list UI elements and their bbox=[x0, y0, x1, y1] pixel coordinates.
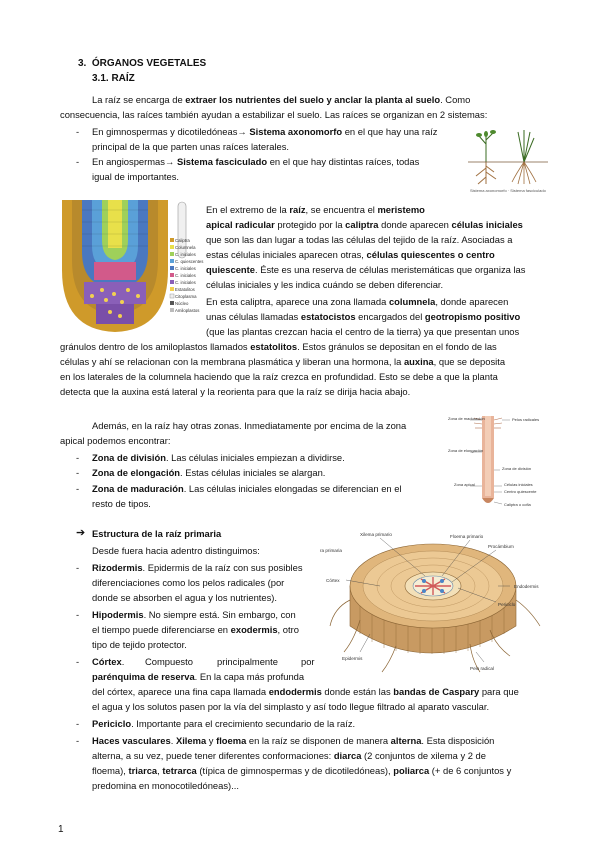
zone-bold: Zona de elongación bbox=[92, 467, 181, 478]
legend-iniciales-2: C. iniciales bbox=[175, 266, 196, 271]
legend-caliptra: Caliptra bbox=[175, 238, 190, 243]
system-text: igual de importantes. bbox=[92, 171, 180, 182]
legend-iniciales: C. iniciales bbox=[175, 252, 196, 257]
label-procambium: Procámbium bbox=[488, 544, 514, 549]
structure-text: tipo de tejido protector. bbox=[92, 639, 187, 650]
zone-item-2 bbox=[92, 465, 432, 480]
bullet-dash: - bbox=[76, 735, 80, 746]
meristem-line-3: que son las dan lugar a todas las células del tejido de la raíz. Asociadas a bbox=[206, 234, 513, 245]
structure-text: . En la capa más profunda bbox=[194, 671, 305, 682]
structure-text: principalmente bbox=[217, 656, 278, 667]
meristem-line-5 bbox=[206, 262, 544, 277]
structure-bold: parénquima de reserva bbox=[92, 671, 195, 682]
system-text: principal de la que parten unas raíces laterales. bbox=[92, 141, 289, 152]
structure-text: (típica de gimnospermas y de dicotiledóneas), bbox=[196, 765, 394, 776]
structure-bold: tetrarca bbox=[162, 765, 197, 776]
system-bold: Sistema axonomorfo bbox=[249, 126, 343, 137]
meristem-line-7 bbox=[206, 294, 544, 309]
intro-line-2: consecuencia, las raíces también ayudan a estabilizar el suelo. Las raíces se organizan en 2 sistemas: bbox=[60, 109, 488, 120]
meristem-text: protegido por la bbox=[274, 219, 346, 230]
label-raiz-primaria: ra primaria bbox=[320, 548, 342, 553]
structure-text: diferenciaciones como los pelos radicales (por bbox=[92, 577, 285, 588]
meristem-bold: geotropismo positivo bbox=[424, 311, 521, 322]
structure-text: (+ de 6 conjuntos y bbox=[429, 765, 512, 776]
structure-bold: Córtex bbox=[92, 656, 122, 667]
structure-text: (2 conjuntos de xilema y 2 de bbox=[361, 750, 486, 761]
zone-text: . Estas células iniciales se alargan. bbox=[180, 467, 326, 478]
meristem-figure bbox=[58, 200, 204, 334]
zone-bold: Zona de división bbox=[92, 452, 166, 463]
structure-text: Compuesto bbox=[145, 656, 193, 667]
structure-bold: Periciclo bbox=[92, 718, 132, 729]
haces-line-2 bbox=[92, 748, 544, 763]
structure-bold: endodermis bbox=[268, 686, 322, 697]
structure-bold: diarca bbox=[333, 750, 362, 761]
structure-bold: triarca bbox=[128, 765, 158, 776]
structure-bold: Xilema bbox=[175, 735, 207, 746]
intro-text-end: . Como bbox=[440, 94, 471, 105]
structure-text: . bbox=[170, 735, 176, 746]
zone-item-1 bbox=[92, 450, 432, 465]
meristem-line-12: en los laterales de la columnela haciendo que la raíz crezca en profundidad. Esto se debe a que la planta bbox=[60, 371, 498, 382]
meristem-text: , se encuentra el bbox=[305, 204, 378, 215]
meristem-bold: estatocistos bbox=[300, 311, 356, 322]
structure-bold: Haces vasculares bbox=[92, 735, 171, 746]
system-item-1 bbox=[92, 124, 462, 154]
zone-item-3 bbox=[92, 481, 432, 511]
structure-text: donde se absorben el agua y los nutrientes). bbox=[92, 592, 278, 603]
label-celulas-iniciales: Células iniciales bbox=[504, 482, 533, 487]
legend-quiescentes: C. quiescentes bbox=[175, 259, 204, 264]
structure-text: , bbox=[157, 765, 163, 776]
label-centro-quiescente: Centro quiescente bbox=[504, 489, 537, 494]
intro-line-1 bbox=[92, 92, 544, 107]
legend-columnela: Columnela bbox=[175, 245, 196, 250]
structure-text: . Esta disposición bbox=[421, 735, 495, 746]
structure-text: . bbox=[121, 656, 125, 667]
structure-text: alterna, a su vez, puede tener diferentes conformaciones: bbox=[92, 750, 334, 761]
root-zones-figure bbox=[440, 414, 550, 510]
label-zona-apical: Zona apical bbox=[454, 482, 475, 487]
subsection-heading: 3.1. RAÍZ bbox=[92, 73, 135, 84]
structure-bold: Rizodermis bbox=[92, 562, 143, 573]
zone-text: resto de tipos. bbox=[92, 498, 151, 509]
structure-bold: alterna bbox=[390, 735, 422, 746]
meristem-text: donde aparecen bbox=[378, 219, 452, 230]
zone-text: . Las células iniciales elongadas se diferencian en el bbox=[183, 483, 402, 494]
zones-intro-2: apical podemos encontrar: bbox=[60, 435, 171, 446]
meristem-line-9: (que las plantas crezcan hacia el centro de la tierra) ya que presentan unos bbox=[206, 326, 520, 337]
bullet-dash: - bbox=[76, 718, 80, 729]
structure-subtitle: Desde fuera hacia adentro distinguimos: bbox=[92, 545, 260, 556]
bullet-dash: - bbox=[76, 126, 80, 137]
meristem-text: . Estos gránulos se depositan en el fondo de las bbox=[297, 341, 497, 352]
haces-line-1 bbox=[92, 733, 544, 748]
meristem-text: , que se deposita bbox=[433, 356, 506, 367]
meristem-text: células y ahí se relacionan con la membrana plasmática y liberan una hormona, la bbox=[60, 356, 404, 367]
meristem-line-1 bbox=[206, 202, 544, 217]
intro-text: La raíz se encarga de bbox=[92, 94, 186, 105]
structure-text: del córtex, aparece una fina capa llamada bbox=[92, 686, 269, 697]
structure-bold: floema bbox=[216, 735, 247, 746]
meristem-bold: quiescente bbox=[206, 264, 255, 275]
label-floema: Floema primario bbox=[450, 534, 484, 539]
cortex-line-1 bbox=[92, 654, 317, 669]
label-pelos-radicales: Pelos radicales bbox=[512, 417, 540, 422]
structure-text: en la raíz se disponen de manera bbox=[246, 735, 391, 746]
structure-text: . Importante para el crecimiento secundario de la raíz. bbox=[131, 718, 356, 729]
bullet-dash: - bbox=[76, 452, 80, 463]
system-text: en el que hay una raíz bbox=[342, 126, 438, 137]
system-item-2 bbox=[92, 154, 462, 184]
legend-nucleo: Núcleo bbox=[175, 301, 189, 306]
meristem-bold: células quiescentes o centro bbox=[366, 249, 495, 260]
page-number: 1 bbox=[58, 824, 64, 835]
meristem-line-4 bbox=[206, 247, 544, 262]
intro-bold: extraer los nutrientes del suelo y anclar la planta al suelo bbox=[185, 94, 441, 105]
zones-intro-1: Además, en la raíz hay otras zonas. Inmediatamente por encima de la zona bbox=[92, 420, 407, 431]
meristem-text: estas células iniciales aparecen otras, bbox=[206, 249, 367, 260]
rizodermis-item bbox=[92, 560, 317, 605]
meristem-text: En esta caliptra, aparece una zona llamada bbox=[206, 296, 389, 307]
system-text: en el que hay distintas raíces, todas bbox=[267, 156, 420, 167]
bullet-dash: - bbox=[76, 156, 80, 167]
label-xilema: Xilema primario bbox=[360, 532, 392, 537]
cortex-line-2 bbox=[92, 669, 317, 684]
meristem-bold: estatolitos bbox=[250, 341, 298, 352]
label-endodermis: Endodermis bbox=[514, 584, 539, 589]
label-zona-maduracion: Zona de maduración bbox=[448, 416, 485, 421]
structure-text: por bbox=[301, 656, 315, 667]
zone-text: . Las células iniciales empiezan a dividirse. bbox=[165, 452, 345, 463]
meristem-line-6: células iniciales y les indica cuándo se deben diferenciar. bbox=[206, 279, 444, 290]
label-pelo-radical: Pelo radical bbox=[470, 666, 495, 671]
legend-iniciales-4: C. iniciales bbox=[175, 280, 196, 285]
legend-amiloplastos: Amiloplastos bbox=[175, 308, 200, 313]
system-bold: Sistema fasciculado bbox=[176, 156, 268, 167]
structure-text: . Epidermis de la raíz con sus posibles bbox=[142, 562, 303, 573]
section-heading: 3. ÓRGANOS VEGETALES bbox=[78, 58, 207, 69]
structure-bold: bandas de Caspary bbox=[393, 686, 480, 697]
meristem-text: gránulos dentro de los amiloplastos llamados bbox=[60, 341, 251, 352]
haces-line-3 bbox=[92, 763, 544, 778]
meristem-bold: columnela bbox=[388, 296, 436, 307]
meristem-text: encargados del bbox=[355, 311, 425, 322]
meristem-line-8 bbox=[206, 309, 544, 324]
structure-text: para que bbox=[479, 686, 519, 697]
structure-title: Estructura de la raíz primaria bbox=[92, 528, 222, 539]
label-epidermis: Epidermis bbox=[342, 656, 363, 661]
structure-text: y bbox=[206, 735, 217, 746]
system-text: En angiospermas→ bbox=[92, 156, 177, 167]
label-cortex: Córtex bbox=[326, 578, 340, 583]
structure-text: el tiempo puede diferenciarse en bbox=[92, 624, 231, 635]
legend-citoplasma: Citoplasma bbox=[175, 294, 197, 299]
bullet-dash: - bbox=[76, 609, 80, 620]
bullet-dash: - bbox=[76, 483, 80, 494]
meristem-bold: meristemo bbox=[377, 204, 425, 215]
periciclo-item bbox=[92, 716, 544, 731]
bullet-dash: - bbox=[76, 562, 80, 573]
hipodermis-item bbox=[92, 607, 317, 652]
meristem-text: unas células llamadas bbox=[206, 311, 301, 322]
label-caliptra: Caliptra o cofia bbox=[504, 502, 531, 507]
meristem-text: , donde aparecen bbox=[435, 296, 509, 307]
arrow-icon: ➔ bbox=[76, 527, 86, 539]
haces-line-4: predomina en monocotiledóneas)... bbox=[92, 780, 239, 791]
meristem-line-13: detecta que la auxina está lateral y la reorienta para que la raíz se dirija hacia abajo. bbox=[60, 386, 411, 397]
structure-text: , otro bbox=[277, 624, 299, 635]
meristem-line-10 bbox=[60, 339, 544, 354]
structure-text: floema), bbox=[92, 765, 129, 776]
meristem-bold: células iniciales bbox=[451, 219, 523, 230]
meristem-bold: apical radicular bbox=[206, 219, 275, 230]
system-text: En gimnospermas y dicotiledóneas→ bbox=[92, 126, 250, 137]
meristem-bold: raíz bbox=[289, 204, 306, 215]
meristem-bold: caliptra bbox=[345, 219, 379, 230]
label-zona-division: Zona de división bbox=[502, 466, 532, 471]
meristem-line-11 bbox=[60, 354, 544, 369]
legend-iniciales-3: C. iniciales bbox=[175, 273, 196, 278]
root-systems-caption: Sistema axonomorfo · Sistema fasciculado bbox=[470, 188, 546, 193]
zone-bold: Zona de maduración bbox=[92, 483, 184, 494]
label-periciclo: Periciclo bbox=[498, 602, 516, 607]
bullet-dash: - bbox=[76, 467, 80, 478]
legend-estatolitos: Estatolitos bbox=[175, 287, 195, 292]
bullet-dash: - bbox=[76, 656, 80, 667]
cortex-line-3 bbox=[92, 684, 544, 699]
meristem-text: . Éste es una reserva de células meristemáticas que organiza las bbox=[254, 264, 526, 275]
structure-text: . No siempre está. Sin embargo, con bbox=[143, 609, 296, 620]
meristem-line-2 bbox=[206, 217, 544, 232]
structure-bold: poliarca bbox=[393, 765, 430, 776]
cortex-line-4: el agua y los solutos pasen por la vía del simplasto y así todo llegue filtrado al aparato vascular. bbox=[92, 701, 490, 712]
meristem-text: En el extremo de la bbox=[206, 204, 290, 215]
root-systems-figure bbox=[466, 122, 550, 194]
structure-text: donde están las bbox=[321, 686, 394, 697]
structure-bold: exodermis bbox=[230, 624, 278, 635]
meristem-bold: auxina bbox=[403, 356, 434, 367]
label-zona-elongacion: Zona de elongación bbox=[448, 448, 484, 453]
root-cross-section-figure bbox=[320, 530, 552, 680]
structure-bold: Hipodermis bbox=[92, 609, 144, 620]
